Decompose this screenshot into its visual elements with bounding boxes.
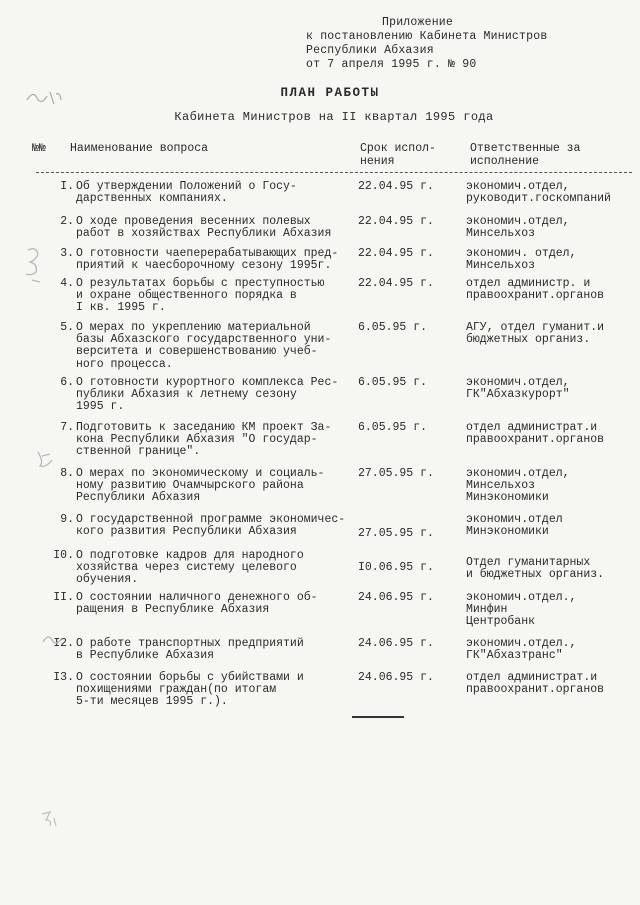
row-responsible: отдел администр. и правоохранит.органов bbox=[466, 277, 605, 303]
row-number: 2. bbox=[60, 215, 74, 228]
row-number: II. bbox=[53, 591, 74, 604]
end-divider bbox=[352, 716, 404, 718]
row-term: 6.05.95 г. bbox=[358, 321, 428, 334]
row-responsible: отдел администрат.и правоохранит.органов bbox=[466, 671, 605, 697]
row-question: О работе транспортных предприятий в Республике Абхазия bbox=[76, 637, 304, 663]
row-term: 24.06.95 г. bbox=[358, 671, 434, 684]
row-number: I. bbox=[60, 180, 74, 193]
row-responsible: экономич.отдел, руководит.госкомпаний bbox=[466, 180, 611, 206]
row-responsible: экономич.отдел, ГК"Абхазкурорт" bbox=[466, 376, 570, 402]
row-responsible: экономич.отдел Минэкономики bbox=[466, 513, 563, 539]
appendix-line-4: от 7 апреля 1995 г. № 90 bbox=[306, 58, 477, 71]
row-term: 24.06.95 г. bbox=[358, 591, 434, 604]
row-responsible: экономич.отдел, Минсельхоз bbox=[466, 215, 570, 241]
header-number: №№ bbox=[32, 142, 46, 155]
row-responsible: отдел администрат.и правоохранит.органов bbox=[466, 421, 605, 447]
row-term: I0.06.95 г. bbox=[358, 561, 434, 574]
row-question: О мерах по укреплению материальной базы Абхазского государственного уни- верситета и совершенствованию учеб- ного процесса. bbox=[76, 321, 332, 371]
row-number: 5. bbox=[60, 321, 74, 334]
header-question-name: Наименование вопроса bbox=[70, 142, 209, 155]
row-number: I2. bbox=[53, 637, 74, 650]
row-term: 22.04.95 г. bbox=[358, 277, 434, 290]
row-number: 9. bbox=[60, 513, 74, 526]
row-question: О результатах борьбы с преступностью и охране общественного порядка в I кв. 1995 г. bbox=[76, 277, 325, 315]
row-responsible: экономич.отдел, Минсельхоз Минэкономики bbox=[466, 467, 570, 505]
row-term: 22.04.95 г. bbox=[358, 180, 434, 193]
appendix-line-2: к постановлению Кабинета Министров bbox=[306, 30, 548, 43]
row-question: О готовности чаеперерабатывающих пред- приятий к чаесборочному сезону 1995г. bbox=[76, 247, 339, 273]
header-term: Срок испол- нения bbox=[360, 142, 436, 168]
row-number: 7. bbox=[60, 421, 74, 434]
row-responsible: экономич.отдел., ГК"Абхазтранс" bbox=[466, 637, 577, 663]
row-question: О государственной программе экономичес- кого развития Республики Абхазия bbox=[76, 513, 346, 539]
plan-subtitle: Кабинета Министров на II квартал 1995 года bbox=[174, 110, 494, 124]
row-number: 3. bbox=[60, 247, 74, 260]
row-question: О мерах по экономическому и социаль- ному развитию Очамчырского района Республики Абхазия bbox=[76, 467, 325, 505]
row-responsible: экономич. отдел, Минсельхоз bbox=[466, 247, 577, 273]
row-term: 6.05.95 г. bbox=[358, 376, 428, 389]
row-term: 6.05.95 г. bbox=[358, 421, 428, 434]
row-question: Подготовить к заседанию КМ проект За- кона Республики Абхазия "О государ- ственной границе". bbox=[76, 421, 332, 459]
row-number: I3. bbox=[53, 671, 74, 684]
row-number: 8. bbox=[60, 467, 74, 480]
row-term: 27.05.95 г. bbox=[358, 467, 434, 480]
row-term: 27.05.95 г. bbox=[358, 527, 434, 540]
row-question: О готовности курортного комплекса Рес- публики Абхазия к летнему сезону 1995 г. bbox=[76, 376, 339, 414]
row-responsible: Отдел гуманитарных и бюджетных организ. bbox=[466, 556, 605, 582]
row-question: О состоянии наличного денежного об- ращения в Республике Абхазия bbox=[76, 591, 318, 617]
row-term: 24.06.95 г. bbox=[358, 637, 434, 650]
row-question: О ходе проведения весенних полевых работ в хозяйствах Республики Абхазия bbox=[76, 215, 332, 241]
appendix-line-1: Приложение bbox=[382, 16, 454, 29]
appendix-line-3: Республики Абхазия bbox=[306, 44, 434, 57]
row-number: 4. bbox=[60, 277, 74, 290]
row-number: 6. bbox=[60, 376, 74, 389]
row-number: I0. bbox=[53, 549, 74, 562]
row-question: Об утверждении Положений о Госу- дарственных компаниях. bbox=[76, 180, 297, 206]
row-question: О состоянии борьбы с убийствами и похищениями граждан(по итогам 5-ти месяцев 1995 г.). bbox=[76, 671, 304, 709]
header-responsible: Ответственные за исполнение bbox=[470, 142, 581, 168]
row-responsible: АГУ, отдел гуманит.и бюджетных организ. bbox=[466, 321, 605, 347]
row-term: 22.04.95 г. bbox=[358, 215, 434, 228]
plan-title: ПЛАН РАБОТЫ bbox=[280, 86, 380, 100]
row-question: О подготовке кадров для народного хозяйства через систему целевого обучения. bbox=[76, 549, 304, 587]
row-responsible: экономич.отдел., Минфин Центробанк bbox=[466, 591, 577, 629]
row-term: 22.04.95 г. bbox=[358, 247, 434, 260]
